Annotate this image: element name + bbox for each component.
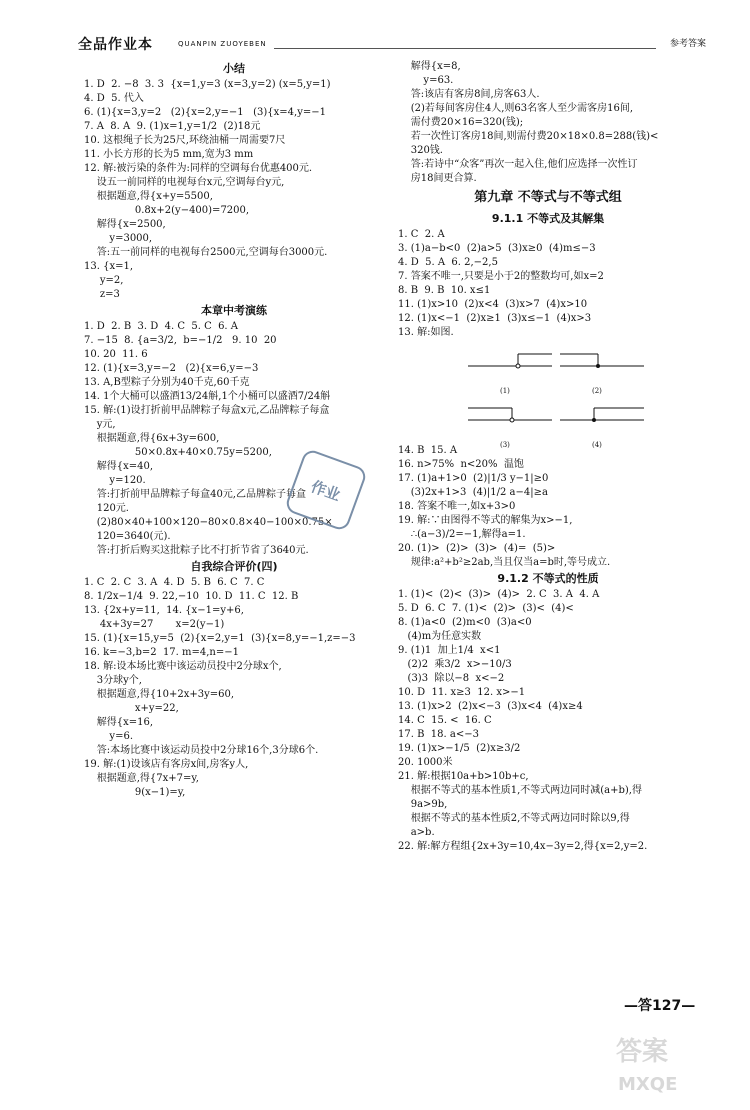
answer-line: 解得{x=40,	[84, 461, 153, 472]
answer-line: 22. 解:解方程组{2x+3y=10,4x−3y=2,得{x=2,y=2.	[398, 841, 648, 852]
answer-line: 1. (1)< (2)< (3)> (4)> 2. C 3. A 4. A	[398, 589, 600, 600]
answer-line: 17. B 18. a<−3	[398, 729, 479, 740]
answer-line: 18. 解:设本场比赛中该运动员投中2分球x个,	[84, 661, 282, 672]
answer-line: 房18间更合算.	[398, 173, 477, 184]
answer-line: 3分球y个,	[84, 675, 142, 686]
number-line-1	[466, 344, 556, 395]
answer-line: 8. 1/2x−1/4 9. 22,−10 10. D 11. C 12. B	[84, 591, 299, 602]
answer-line: 4. D 5. A 6. 2,−2,5	[398, 257, 498, 268]
number-line-caption: (1)	[500, 387, 510, 395]
left-column	[84, 60, 384, 800]
answer-line: 9a>9b,	[398, 799, 448, 810]
answer-line: 解得{x=8,	[398, 61, 461, 72]
answer-line: y=3000,	[84, 233, 153, 244]
answer-line: 5. D 6. C 7. (1)< (2)> (3)< (4)<	[398, 603, 574, 614]
brand-title: 全品作业本	[78, 37, 153, 53]
answer-line: 19. 解:∵由图得不等式的解集为x>−1,	[398, 515, 573, 526]
answer-line: 15. (1){x=15,y=5 (2){x=2,y=1 (3){x=8,y=−1,z=−3	[84, 633, 356, 644]
answer-line: (3)2x+1>3 (4)|1/2 a−4|≥a	[398, 487, 548, 498]
answer-line: 19. 解:(1)设该店有客房x间,房客y人,	[84, 759, 249, 770]
number-line-figure	[398, 340, 698, 449]
answer-line: 10. 这根绳子长为25尺,环绕油桶一周需要7尺	[84, 135, 286, 146]
svg-text:作业: 作业	[308, 477, 343, 505]
answer-line: 120=3640(元).	[84, 531, 171, 542]
section-heading: 自我综合评价(四)	[190, 560, 278, 573]
answer-line: y=6.	[84, 731, 133, 742]
brand-pinyin: QUANPIN ZUOYEBEN	[178, 40, 267, 48]
answer-line: 1. D 2. B 3. D 4. C 5. C 6. A	[84, 321, 239, 332]
page-header	[78, 34, 706, 58]
section-heading: 本章中考演练	[201, 304, 267, 317]
answer-line: 9. (1)1 加上1/4 x<1	[398, 645, 501, 656]
answer-line: 13. 解:如图.	[398, 327, 454, 338]
answer-line: 根据题意,得{7x+7=y,	[84, 773, 199, 784]
answer-line: y=2,	[84, 275, 124, 286]
right-column-bottom	[398, 444, 698, 854]
answer-line: 14. 1个大桶可以盛酒13/24斛,1个小桶可以盛酒7/24斛	[84, 391, 331, 402]
answer-line: 根据题意,得{6x+3y=600,	[84, 433, 220, 444]
section-heading: 小结	[223, 62, 245, 75]
watermark-logo	[608, 1022, 738, 1102]
section-heading: 9.1.1 不等式及其解集	[491, 212, 605, 225]
answer-line: 13. {2x+y=11, 14. {x−1=y+6,	[84, 605, 244, 616]
answer-line: 13. (1)x>2 (2)x<−3 (3)x<4 (4)x≥4	[398, 701, 583, 712]
answer-line: 12. 解:被污染的条件为:同样的空调每台优惠400元.	[84, 163, 313, 174]
answer-line: 根据不等式的基本性质1,不等式两边同时减(a+b),得	[398, 785, 642, 796]
answer-line: 答:打折后购买这批粽子比不打折节省了3640元.	[84, 545, 309, 556]
answer-line: 需付费20×16=320(钱);	[398, 117, 524, 128]
answer-line: 10. D 11. x≥3 12. x>−1	[398, 687, 526, 698]
answer-line: 13. A,B型粽子分别为40千克,60千克	[84, 377, 250, 388]
number-line-4	[558, 398, 648, 449]
right-column	[398, 60, 698, 854]
answer-line: 解得{x=2500,	[84, 219, 166, 230]
page-number: —答127—	[624, 998, 696, 1014]
answer-line: 10. 20 11. 6	[84, 349, 148, 360]
answer-line: 17. (1)a+1>0 (2)|1/3 y−1|≥0	[398, 473, 549, 484]
answer-line: 14. B 15. A	[398, 445, 458, 456]
section-heading: 第九章 不等式与不等式组	[474, 190, 622, 205]
answer-line: 8. B 9. B 10. x≤1	[398, 285, 491, 296]
answer-line: 50×0.8x+40×0.75y=5200,	[84, 447, 272, 458]
answer-line: 18. 答案不唯一,如x+3>0	[398, 501, 516, 512]
number-line-caption: (2)	[592, 387, 602, 395]
answer-line: 根据题意,得{x+y=5500,	[84, 191, 213, 202]
answer-line: 1. C 2. A	[398, 229, 445, 240]
svg-text:MXQE: MXQE	[618, 1074, 678, 1095]
answer-line: 规律:a²+b²≥2ab,当且仅当a=b时,等号成立.	[398, 557, 611, 568]
answer-line: ∴(a−3)/2=−1,解得a=1.	[398, 529, 526, 540]
answer-line: 20. (1)> (2)> (3)> (4)= (5)>	[398, 543, 556, 554]
answer-line: 21. 解:根据10a+b>10b+c,	[398, 771, 529, 782]
right-column-top	[398, 60, 698, 340]
answer-line: z=3	[84, 289, 120, 300]
section-label: 参考答案	[669, 39, 706, 49]
number-line-caption: (4)	[592, 441, 602, 449]
answer-line: 20. 1000米	[398, 757, 453, 768]
answer-line: 1. C 2. C 3. A 4. D 5. B 6. C 7. C	[84, 577, 265, 588]
answer-line: 11. (1)x>10 (2)x<4 (3)x>7 (4)x>10	[398, 299, 588, 310]
answer-line: 11. 小长方形的长为5 mm,宽为3 mm	[84, 149, 254, 160]
answer-line: 12. (1)x<−1 (2)x≥1 (3)x≤−1 (4)x>3	[398, 313, 592, 324]
answer-line: 解得{x=16,	[84, 717, 153, 728]
answer-line: y=120.	[84, 475, 146, 486]
answer-line: 12. (1){x=3,y=−2 (2){x=6,y=−3	[84, 363, 259, 374]
answer-line: 答:五一前同样的电视每台2500元,空调每台3000元.	[84, 247, 328, 258]
answer-line: y元,	[84, 419, 116, 430]
answer-line: 7. −15 8. {a=3/2, b=−1/2 9. 10 20	[84, 335, 277, 346]
answer-line: (2)80×40+100×120−80×0.8×40−100×0.75×	[84, 517, 333, 528]
answer-line: (3)3 除以−8 x<−2	[398, 673, 505, 684]
number-line-2	[558, 344, 648, 395]
answer-line: 答:若诗中“众客”再次一起入住,他们应选择一次性订	[398, 159, 638, 170]
number-line-3	[466, 398, 556, 449]
answer-line: 15. 解:(1)设打折前甲品牌粽子每盒x元,乙品牌粽子每盒	[84, 405, 330, 416]
answer-line: 9(x−1)=y,	[84, 787, 186, 798]
answer-line: 根据题意,得{10+2x+3y=60,	[84, 689, 235, 700]
answer-line: 320钱.	[398, 145, 443, 156]
answer-line: 4. D 5. 代入	[84, 93, 144, 104]
answer-line: 8. (1)a<0 (2)m<0 (3)a<0	[398, 617, 532, 628]
answer-line: (2)2 乘3/2 x>−10/3	[398, 659, 512, 670]
answer-line: 16. n>75% n<20% 温饱	[398, 459, 524, 470]
answer-line: x+y=22,	[84, 703, 179, 714]
stamp-logo	[276, 440, 376, 540]
answer-line: 120元.	[84, 503, 129, 514]
answer-line: 4x+3y=27 x=2(y−1)	[84, 619, 225, 630]
answer-line: 13. {x=1,	[84, 261, 134, 272]
answer-line: 答:打折前甲品牌粽子每盒40元,乙品牌粽子每盒	[84, 489, 306, 500]
answer-line: 16. k=−3,b=2 17. m=4,n=−1	[84, 647, 239, 658]
answer-line: 答:该店有客房8间,房客63人.	[398, 89, 540, 100]
answer-line: 1. D 2. −8 3. 3 {x=1,y=3 (x=3,y=2) (x=5,y=1)	[84, 79, 331, 90]
answer-line: 14. C 15. < 16. C	[398, 715, 492, 726]
answer-line: 设五一前同样的电视每台x元,空调每台y元,	[84, 177, 285, 188]
answer-line: 根据不等式的基本性质2,不等式两边同时除以9,得	[398, 813, 630, 824]
header-rule	[274, 48, 656, 49]
answer-line: a>b.	[398, 827, 435, 838]
number-line-caption: (3)	[500, 441, 510, 449]
answer-line: (2)若每间客房住4人,则63名客人至少需客房16间,	[398, 103, 634, 114]
answer-line: y=63.	[398, 75, 454, 86]
answer-line: 7. 答案不唯一,只要是小于2的整数均可,如x=2	[398, 271, 604, 282]
answer-line: 19. (1)x>−1/5 (2)x≥3/2	[398, 743, 521, 754]
svg-text:答案: 答案	[616, 1037, 669, 1067]
answer-line: 6. (1){x=3,y=2 (2){x=2,y=−1 (3){x=4,y=−1	[84, 107, 326, 118]
answer-line: 3. (1)a−b<0 (2)a>5 (3)x≥0 (4)m≤−3	[398, 243, 596, 254]
answer-line: (4)m为任意实数	[398, 631, 482, 642]
section-heading: 9.1.2 不等式的性质	[497, 572, 599, 585]
answer-line: 0.8x+2(y−400)=7200,	[84, 205, 250, 216]
answer-line: 答:本场比赛中该运动员投中2分球16个,3分球6个.	[84, 745, 319, 756]
answer-line: 7. A 8. A 9. (1)x=1,y=1/2 (2)18元	[84, 121, 261, 132]
answer-line: 若一次性订客房18间,则需付费20×18×0.8=288(钱)<	[398, 131, 659, 142]
